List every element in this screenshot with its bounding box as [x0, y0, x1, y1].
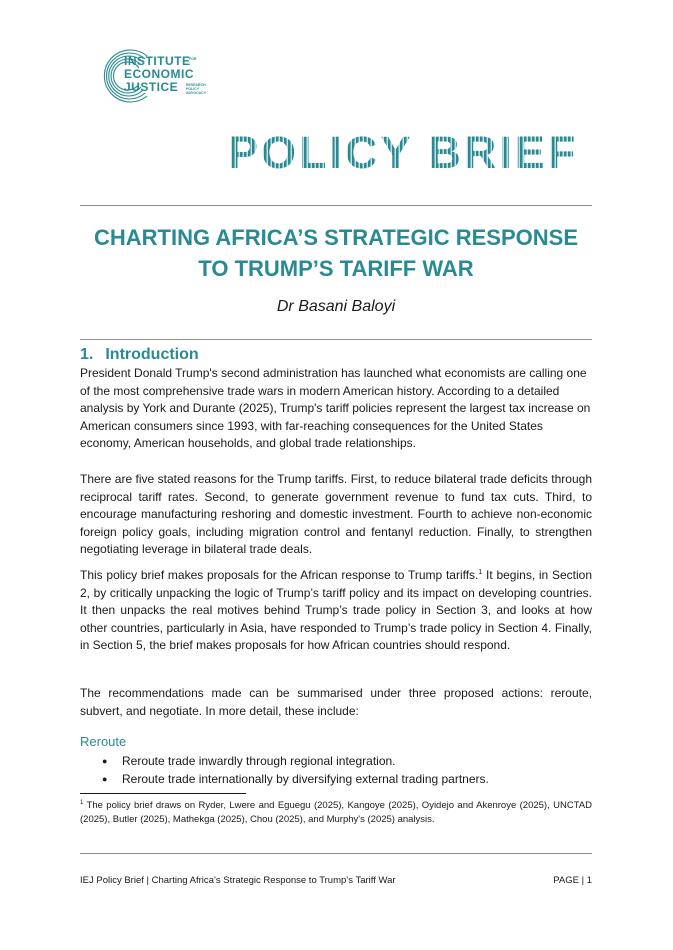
page-number: PAGE | 1: [553, 875, 592, 886]
bullet-list: [102, 752, 592, 788]
paragraph-3-start: This policy brief makes proposals for the African response to Trump tariffs.: [80, 568, 479, 582]
logo-line-economic: ECONOMIC: [124, 67, 194, 81]
title-line-2: TO TRUMP’S TARIFF WAR: [198, 256, 474, 281]
paragraph-2: There are five stated reasons for the Trump tariffs. First, to reduce bilateral trade deficits through reciprocal tariff rates. Second, to generate government revenue to fund tax cuts. Third, to encourage manufacturing reshoring and domestic investment. Fourth to achieve non-economic foreign policy goals, including migration control and fentanyl reduction. Finally, to strengthen negotiating leverage in bilateral trade deals.: [80, 472, 592, 557]
footnote-text: The policy brief draws on Ryder, Lwere and Eguegu (2025), Kangoye (2025), Oyidejo and Akenroye (2025), UNCTAD (2025), Butler (2025), Mathekga (2025), Chou (2025), and Murphy's (2025) analysis.: [80, 800, 592, 825]
logo-line-justice: JUSTICE: [124, 80, 179, 94]
footnote: [80, 799, 592, 826]
paragraph-4: The recommendations made can be summarised under three proposed actions: reroute, subvert, and negotiate. In more detail, these include:: [80, 686, 592, 718]
author-name: Dr Basani Baloyi: [276, 298, 396, 315]
paragraph-3-end: It begins, in Section 2, by critically unpacking the logic of Trump’s tariff policy and its impact on developing countries. It then unpacks the real motives behind Trump’s trade policy in Section 3, and looks at how other countries, particularly in Asia, have responded to Trump’s trade policy in Section 4. Finally, in Section 5, the brief makes proposals for how African countries should respond.: [80, 568, 592, 653]
document-title: [80, 222, 592, 284]
policy-brief-label: POLICY BRIEF: [228, 127, 579, 178]
footnote-divider: [80, 793, 246, 794]
list-item: ● Reroute trade internationally by diversifying external trading partners.: [102, 770, 592, 788]
logo-line-institute: INSTITUTE: [124, 54, 191, 68]
iej-logo: [103, 46, 213, 104]
section-title: Introduction: [105, 346, 199, 363]
footnote-ref: 1: [478, 569, 483, 576]
footer-title: IEJ Policy Brief | Charting Africa’s Strategic Response to Trump’s Tariff War: [80, 875, 396, 886]
footnote-mark: 1: [80, 799, 84, 806]
divider-footer: [80, 853, 592, 854]
list-item: ● Reroute trade inwardly through regional integration.: [102, 752, 592, 770]
section-number: 1.: [80, 346, 94, 363]
title-line-1: CHARTING AFRICA’S STRATEGIC RESPONSE: [93, 225, 579, 250]
paragraph-3: [80, 567, 592, 655]
divider-top: [80, 205, 592, 206]
logo-tag-research: RESEARCH POLICY ADVOCACY: [186, 83, 207, 95]
logo-tag-for: FOR: [189, 57, 197, 61]
section-heading: [80, 346, 199, 364]
subheading-reroute: Reroute: [80, 734, 127, 749]
paragraph-1: President Donald Trump's second administration has launched what economists are calling one of the most comprehensive trade wars in modern American history. According to a detailed analysis by York and Durante (2025), Trump's tariff policies represent the largest tax increase on American consumers since 1993, with far-reaching consequences for the United States economy, American households, and global trade relationships.: [80, 366, 591, 451]
divider-middle: [80, 339, 592, 340]
